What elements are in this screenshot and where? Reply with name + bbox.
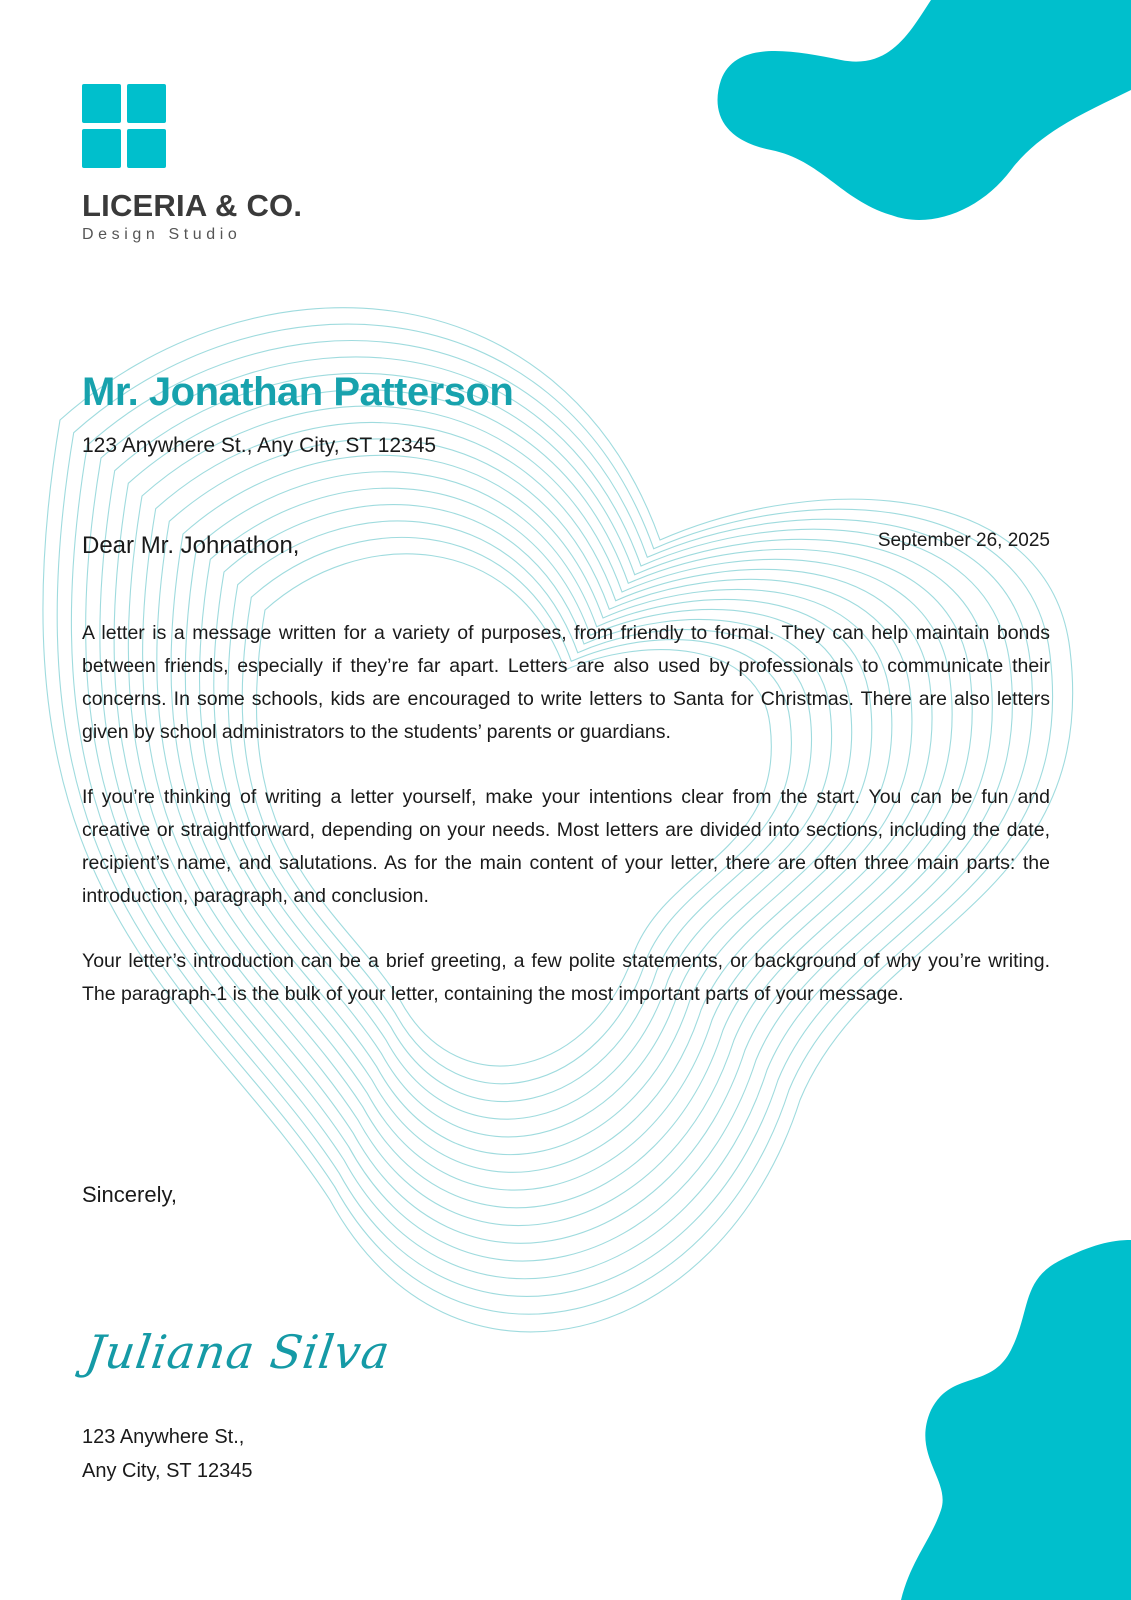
- salutation: Dear Mr. Johnathon,: [82, 532, 300, 559]
- decorative-blob-bottom: [871, 1240, 1131, 1600]
- company-tagline: Design Studio: [82, 226, 242, 243]
- company-name: LICERIA & CO.: [82, 188, 303, 223]
- sender-address-line1: 123 Anywhere St.,: [82, 1426, 245, 1448]
- body-paragraph-3: Your letter’s introduction can be a brief greeting, a few polite statements, or background of why you’re writing. The paragraph-1 is the bulk of your letter, containing the most important parts of your message.: [82, 950, 1050, 1005]
- closing: Sincerely,: [82, 1182, 177, 1207]
- decorative-blob-top: [711, 0, 1131, 230]
- body-paragraph-2: If you’re thinking of writing a letter yourself, make your intentions clear from the start. You can be fun and creative or straightforward, depending on your needs. Most letters are divided into sections, including the date, recipient’s name, and salutations. As for the main content of your letter, there are often three main parts: the introduction, paragraph, and conclusion.: [82, 786, 1050, 907]
- signature: Juliana Silva: [82, 1325, 394, 1379]
- company-logo: [82, 84, 166, 168]
- letter-date: September 26, 2025: [877, 530, 1050, 551]
- recipient-address: 123 Anywhere St., Any City, ST 12345: [82, 434, 437, 457]
- letter-body: [82, 617, 1050, 1043]
- recipient-name: Mr. Jonathan Patterson: [82, 370, 514, 414]
- sender-address-line2: Any City, ST 12345: [82, 1460, 253, 1482]
- body-paragraph-1: A letter is a message written for a variety of purposes, from friendly to formal. They can help maintain bonds between friends, especially if they’re far apart. Letters are also used by professionals to communicate their concerns. In some schools, kids are encouraged to write letters to Santa for Christmas. There are also letters given by school administrators to the students’ parents or guardians.: [82, 622, 1050, 743]
